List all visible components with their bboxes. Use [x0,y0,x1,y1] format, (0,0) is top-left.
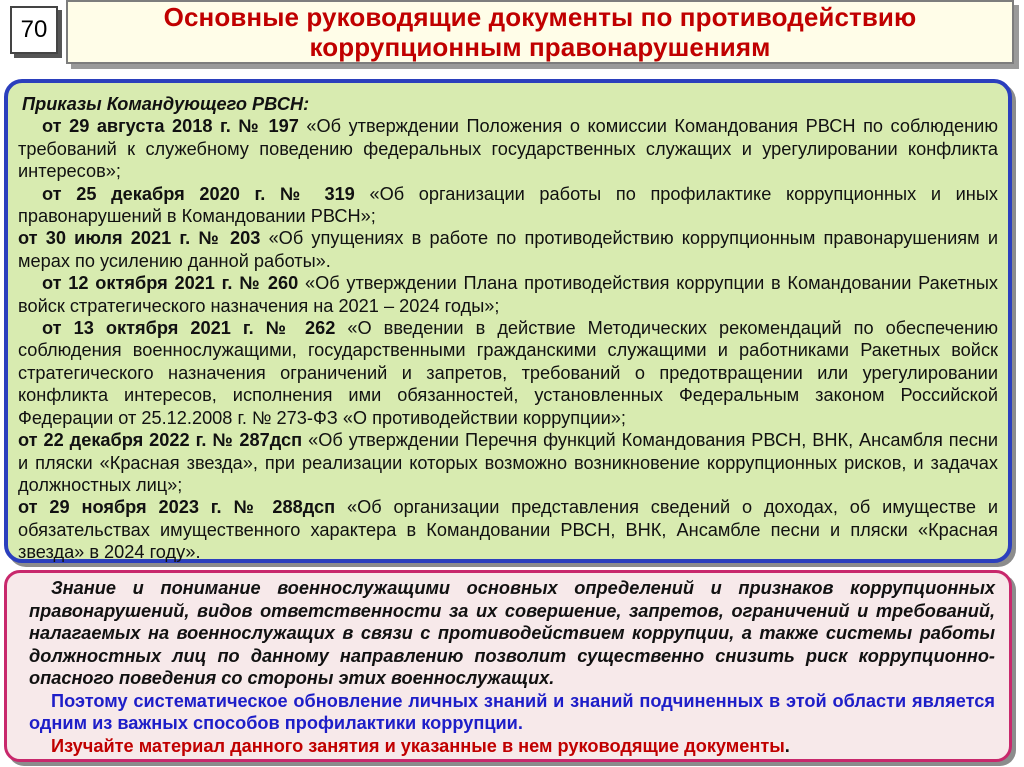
order-item [18,317,998,429]
order-text: «Об утверждении Плана противодействия коррупции в Командовании Ракетных войск стратегического назначения на 2021 – 2024 годы»; [18,273,998,316]
order-date: от 13 октября 2021 г. № 262 [42,318,336,339]
title-line-1: Основные руководящие документы по противодействию [163,2,917,32]
note-paragraph-call [29,735,995,758]
note-call-period: . [784,735,790,756]
page-title [164,2,917,62]
order-text: «Об организации представления сведений о доходах, об имуществе и обязательствах имущественного характера в Командовании РВСН, ВНК, Ансамбле песни и пляски «Красная звезда» в 2024 году». [18,497,999,563]
order-item [18,227,998,272]
title-banner [66,0,1014,64]
orders-heading: Приказы Командующего РВСН: [22,94,310,114]
order-text: «Об упущениях в работе по противодействию коррупционным правонарушениям и мерах по усилению данной работы». [18,228,998,271]
order-text: «Об утверждении Перечня функций Командования РВСН, ВНК, Ансамбля песни и пляски «Красная звезда», при реализации которых возможно возникновение коррупционных рисков, и задачах должностных лиц»; [18,430,998,495]
order-item [18,272,998,317]
order-date: от 22 декабря 2022 г. № 287дсп [18,430,303,451]
note-paragraph-training: Поэтому систематическое обновление личных знаний и знаний подчиненных в этой области является одним из важных способов профилактики коррупции. [29,690,995,733]
order-date: от 29 августа 2018 г. № 197 [42,116,299,137]
order-date: от 25 декабря 2020 г. № 319 [42,183,355,204]
note-panel [4,570,1012,762]
order-text: «Об утверждении Положения о комиссии Командования РВСН по соблюдению требований к служебному поведению федеральных государственных служащих и урегулировании конфликта интересов»; [18,116,998,182]
order-date: от 30 июля 2021 г. № 203 [18,228,261,249]
note-call-text: Изучайте материал данного занятия и указанные в нем руководящие документы [51,735,785,756]
order-date: от 12 октября 2021 г. № 260 [42,273,299,294]
orders-panel [4,79,1012,563]
order-date: от 29 ноября 2023 г. № 288дсп [18,497,336,518]
order-item [18,183,998,228]
order-text: «Об организации работы по профилактике коррупционных и иных правонарушений в Командовании РВСН»; [18,183,998,227]
title-line-2: коррупционным правонарушениям [309,32,771,62]
order-item [18,496,998,563]
order-item [18,115,998,182]
order-item [18,429,998,496]
order-text: «О введении в действие Методических рекомендаций по обеспечению соблюдения военнослужащими, государственными гражданскими служащими и работниками Ракетных войск стратегического назначения ограничений и запретов, требований о предотвращении или урегулировании конфликта интересов, исполнения ими обязанностей, установленных Федеральным законом Российской Федерации от 25.12.2008 г. № 273-ФЗ «О противодействии коррупции»; [18,318,998,428]
slide-number: 70 [10,6,58,54]
note-paragraph-knowledge: Знание и понимание военнослужащими основных определений и признаков коррупционных правонарушений, видов ответственности за их совершение, запретов, ограничений и требований, налагаемых на военнослужащих в связи с противодействием коррупции, а также системы работы должностных лиц по данному направлению позволит существенно снизить риск коррупционно-опасного поведения со стороны этих военнослужащих. [29,578,995,688]
